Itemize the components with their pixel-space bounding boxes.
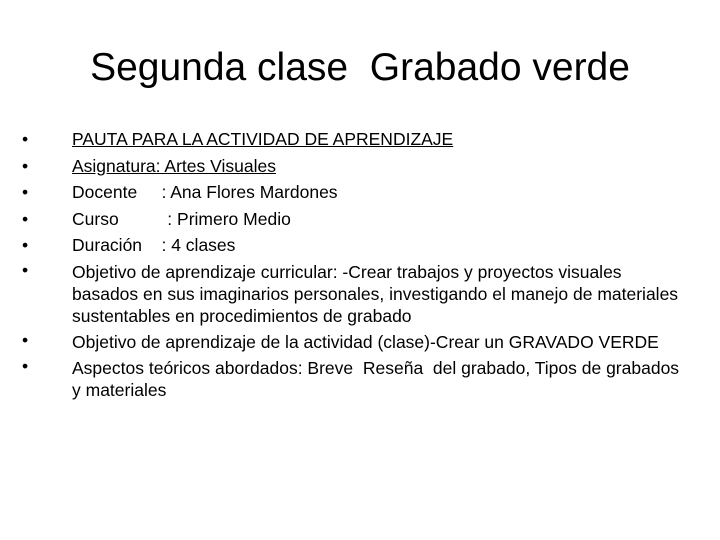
bullet-dot-icon: • [22, 182, 29, 202]
bullet-item [22, 232, 682, 259]
slide-title: Segunda clase Grabado verde [90, 46, 630, 89]
bullet-text: Docente : Ana Flores Mardones [72, 182, 338, 202]
bullet-text: PAUTA PARA LA ACTIVIDAD DE APRENDIZAJE [72, 129, 454, 149]
bullet-dot-icon: • [22, 129, 29, 149]
bullet-dot-icon: • [22, 208, 29, 229]
bullet-dot-icon: • [22, 259, 29, 280]
bullet-text: Aspectos teóricos abordados: Breve Reseña del grabado, Tipos de grabados y materiales [72, 357, 684, 400]
bullet-item [22, 126, 682, 153]
bullet-dot-icon: • [22, 355, 29, 376]
bullet-item [22, 206, 682, 233]
bullet-text: Duración : 4 clases [72, 235, 236, 255]
bullet-item [22, 179, 682, 206]
bullet-dot-icon: • [22, 235, 29, 255]
bullet-item [22, 153, 682, 180]
bullet-list [22, 126, 682, 403]
bullet-item [22, 259, 682, 329]
bullet-text: Curso : Primero Medio [72, 208, 291, 229]
bullet-text: Objetivo de aprendizaje curricular: -Crear trabajos y proyectos visuales basados en sus imaginarios personales, investigando el manejo de materiales sustentables en procedimientos de grabado [72, 261, 683, 326]
bullet-text: Asignatura: Artes Visuales [72, 155, 276, 176]
bullet-dot-icon: • [22, 155, 29, 176]
bullet-dot-icon: • [22, 329, 29, 350]
bullet-item [22, 355, 682, 403]
bullet-item [22, 329, 682, 355]
bullet-text: Objetivo de aprendizaje de la actividad (clase)-Crear un GRAVADO VERDE [72, 331, 659, 352]
